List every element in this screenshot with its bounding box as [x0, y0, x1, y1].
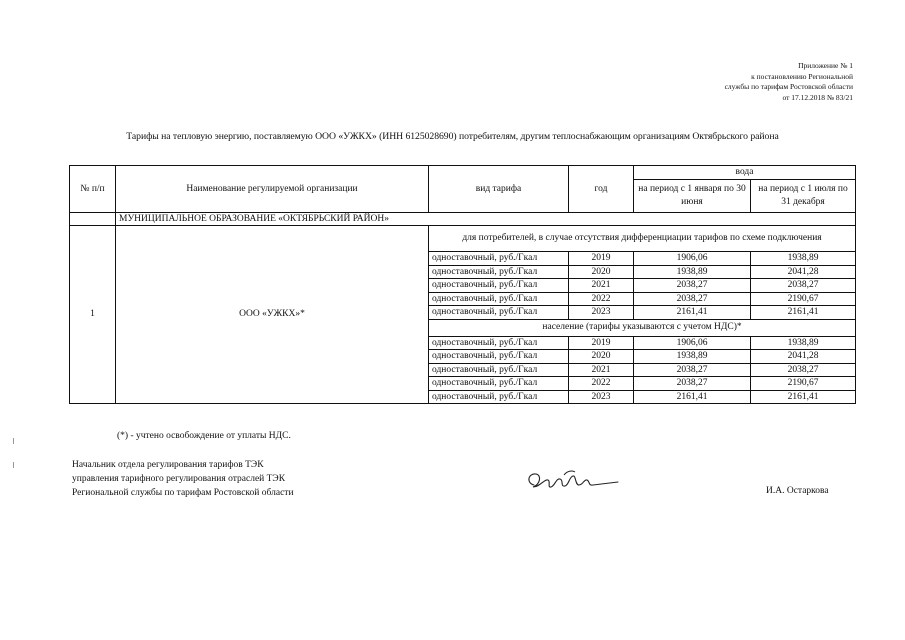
tariff-type: одноставочный, руб./Гкал [429, 292, 569, 306]
tariff-type: одноставочный, руб./Гкал [429, 306, 569, 320]
tariff-year: 2021 [569, 363, 634, 377]
appendix-line: от 17.12.2018 № 83/21 [782, 92, 853, 102]
header-org: Наименование регулируемой организации [116, 166, 429, 213]
tariff-type: одноставочный, руб./Гкал [429, 390, 569, 404]
tariff-p2: 1938,89 [751, 336, 856, 350]
tariff-year: 2023 [569, 306, 634, 320]
tariff-year: 2022 [569, 292, 634, 306]
tariff-p2: 2038,27 [751, 363, 856, 377]
tariff-year: 2023 [569, 390, 634, 404]
appendix-note [633, 61, 853, 103]
tariff-p2: 2041,28 [751, 350, 856, 364]
header-type: вид тарифа [429, 166, 569, 213]
tariff-p1: 2038,27 [634, 377, 751, 391]
tariff-table [69, 165, 856, 404]
municipality-row: МУНИЦИПАЛЬНОЕ ОБРАЗОВАНИЕ «ОКТЯБРЬСКИЙ РАЙОН» [116, 212, 856, 226]
empty-cell [70, 212, 116, 226]
signer-name: И.А. Остаркова [766, 486, 829, 496]
tariff-p1: 2161,41 [634, 306, 751, 320]
signer-position-line: Начальник отдела регулирования тарифов ТЭК [72, 460, 264, 470]
tariff-p1: 1906,06 [634, 252, 751, 266]
org-name: ООО «УЖКХ»* [116, 226, 429, 404]
signer-position-line: Региональной службы по тарифам Ростовской области [72, 488, 294, 498]
footnote: (*) - учтено освобождение от уплаты НДС. [117, 431, 291, 441]
tariff-type: одноставочный, руб./Гкал [429, 252, 569, 266]
header-period1: на период с 1 января по 30 июня [634, 179, 751, 212]
tariff-p1: 2038,27 [634, 363, 751, 377]
tariff-year: 2020 [569, 265, 634, 279]
tariff-p1: 1938,89 [634, 265, 751, 279]
tariff-p1: 2161,41 [634, 390, 751, 404]
tariff-type: одноставочный, руб./Гкал [429, 265, 569, 279]
tariff-year: 2021 [569, 279, 634, 293]
tariff-type: одноставочный, руб./Гкал [429, 336, 569, 350]
header-year: год [569, 166, 634, 213]
tariff-p1: 2038,27 [634, 292, 751, 306]
appendix-line: службы по тарифам Ростовской области [724, 82, 853, 91]
signer-position-line: управления тарифного регулирования отраслей ТЭК [72, 474, 286, 484]
tariff-p2: 2161,41 [751, 306, 856, 320]
tariff-p2: 2041,28 [751, 265, 856, 279]
tariff-type: одноставочный, руб./Гкал [429, 350, 569, 364]
row-number: 1 [70, 226, 116, 404]
tariff-p1: 1906,06 [634, 336, 751, 350]
tariff-year: 2019 [569, 252, 634, 266]
tariff-p1: 1938,89 [634, 350, 751, 364]
handwritten-signature [520, 463, 620, 497]
header-group: вода [634, 166, 856, 180]
header-period2: на период с 1 июля по 31 декабря [751, 179, 856, 212]
margin-mark [13, 462, 14, 468]
tariff-type: одноставочный, руб./Гкал [429, 279, 569, 293]
tariff-p1: 2038,27 [634, 279, 751, 293]
header-num: № п/п [70, 166, 116, 213]
tariff-year: 2022 [569, 377, 634, 391]
tariff-p2: 2190,67 [751, 292, 856, 306]
section-title: для потребителей, в случае отсутствия дифференциации тарифов по схеме подключения [429, 226, 856, 252]
tariff-p2: 2161,41 [751, 390, 856, 404]
appendix-line: к постановлению Региональной [751, 71, 853, 81]
appendix-line: Приложение № 1 [798, 61, 853, 70]
section-title: население (тарифы указываются с учетом НДС)* [429, 319, 856, 336]
tariff-year: 2019 [569, 336, 634, 350]
signature-block [72, 458, 294, 500]
tariff-p2: 2190,67 [751, 377, 856, 391]
tariff-type: одноставочный, руб./Гкал [429, 377, 569, 391]
document-title: Тарифы на тепловую энергию, поставляемую ООО «УЖКХ» (ИНН 6125028690) потребителям, другим теплоснабжающим организациям Октябрьского района [126, 131, 779, 142]
tariff-type: одноставочный, руб./Гкал [429, 363, 569, 377]
tariff-year: 2020 [569, 350, 634, 364]
tariff-p2: 1938,89 [751, 252, 856, 266]
tariff-p2: 2038,27 [751, 279, 856, 293]
margin-mark [13, 438, 14, 444]
